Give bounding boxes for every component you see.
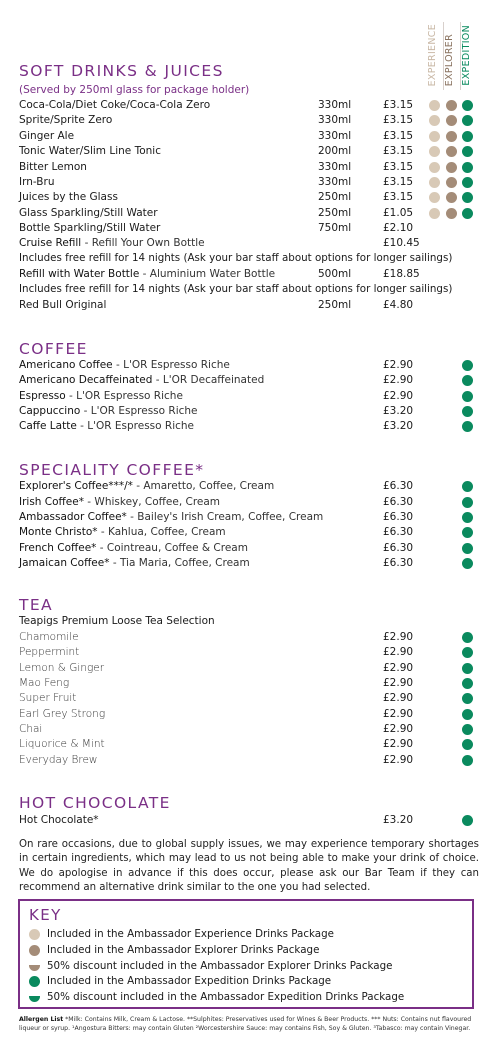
supply-disclaimer: On rare occasions, due to global supply issues, we may experience temporary shortages in certain ingredients, which may lead to us not being able to make your drink of choice. We do apologise in advance if this does occur, please ask our Bar Team if they can recommend an alternative drink similar to the one you had selected.	[19, 839, 479, 894]
item-name: Hot Chocolate*	[19, 814, 99, 826]
expedition-dot-icon	[462, 512, 473, 523]
expedition-dot-icon	[29, 976, 40, 987]
expedition-dot-icon	[462, 724, 473, 735]
item-volume: 750ml	[318, 222, 352, 234]
expedition-dot-icon	[462, 391, 473, 402]
item-volume: 330ml	[318, 176, 352, 188]
menu-item	[19, 630, 484, 645]
experience-dot-icon	[429, 208, 440, 219]
item-price: £3.20	[383, 814, 414, 826]
experience-dot-icon	[429, 131, 440, 142]
item-volume: 330ml	[318, 130, 352, 142]
experience-dot-icon	[429, 146, 440, 157]
expedition-dot-icon	[462, 527, 473, 538]
item-name: Everyday Brew	[19, 754, 98, 766]
item-name: Espresso - L'OR Espresso Riche	[19, 390, 183, 402]
item-price: £2.90	[383, 631, 414, 643]
explorer-dot-icon	[446, 208, 457, 219]
item-price: £3.15	[383, 99, 414, 111]
expedition-dot-icon	[462, 543, 473, 554]
item-volume: 250ml	[318, 299, 352, 311]
item-name: Irish Coffee* - Whiskey, Coffee, Cream	[19, 496, 221, 508]
explorer-dot-icon	[446, 115, 457, 126]
item-price: £3.20	[383, 420, 414, 432]
item-price: £2.90	[383, 374, 414, 386]
hot-chocolate-title: HOT CHOCOLATE	[19, 794, 171, 812]
item-price: £3.15	[383, 130, 414, 142]
item-price: £3.15	[383, 145, 414, 157]
package-column-headers	[426, 22, 486, 86]
item-price: £2.90	[383, 754, 414, 766]
explorer-dot-icon	[446, 162, 457, 173]
menu-item	[19, 556, 484, 571]
allergen-text: *Milk: Contains Milk, Cream & Lactose. **Sulphites: Preservatives used for Wines & Beer Products. *** Nuts: Contains nut flavoured liqueur or syrup. ¹Angostura Bitters: may contain Gluten ²Worcestershire Sauce: may contains Fish, Soy & Gluten. ³Tabasco: may contain Vinegar.	[19, 1016, 472, 1032]
explorer-dot-icon	[446, 100, 457, 111]
item-price: £2.90	[383, 646, 414, 658]
menu-item	[19, 221, 484, 236]
key-label: Included in the Ambassador Expedition Drinks Package	[47, 975, 332, 987]
expedition-dot-icon	[462, 192, 473, 203]
item-price: £6.30	[383, 511, 414, 523]
menu-item	[19, 525, 484, 540]
expedition-dot-icon	[462, 632, 473, 643]
menu-item	[19, 389, 484, 404]
item-name: Refill with Water Bottle - Aluminium Water Bottle	[19, 268, 276, 280]
item-volume: 250ml	[318, 207, 352, 219]
item-volume: 500ml	[318, 268, 352, 280]
experience-dot-icon	[429, 192, 440, 203]
item-price: £2.90	[383, 723, 414, 735]
item-volume: 330ml	[318, 99, 352, 111]
item-price: £2.90	[383, 662, 414, 674]
expedition-dot-icon	[462, 815, 473, 826]
menu-item	[19, 707, 484, 722]
menu-item	[19, 267, 484, 282]
menu-item	[19, 510, 484, 525]
item-name: Cappuccino - L'OR Espresso Riche	[19, 405, 198, 417]
header-expedition: EXPEDITION	[461, 25, 472, 86]
expedition-dot-icon	[462, 131, 473, 142]
tea-selection-heading	[19, 614, 484, 629]
allergen-label: Allergen List	[19, 1016, 64, 1023]
menu-item	[19, 206, 484, 221]
item-volume: 200ml	[318, 145, 352, 157]
item-name: Ginger Ale	[19, 130, 75, 142]
item-price: £6.30	[383, 542, 414, 554]
item-price: £3.15	[383, 176, 414, 188]
expedition-dot-icon	[462, 739, 473, 750]
coffee-title: COFFEE	[19, 340, 88, 358]
menu-item	[19, 175, 484, 190]
expedition-dot-icon	[462, 693, 473, 704]
refill-note: Includes free refill for 14 nights (Ask your bar staff about options for longer sailings)	[19, 252, 453, 264]
experience-dot-icon	[429, 162, 440, 173]
expedition-dot-icon	[462, 558, 473, 569]
item-price: £3.15	[383, 114, 414, 126]
item-name: Americano Decaffeinated - L'OR Decaffeinated	[19, 374, 265, 386]
item-price: £6.30	[383, 496, 414, 508]
item-price: £3.15	[383, 161, 414, 173]
key-label: 50% discount included in the Ambassador Expedition Drinks Package	[47, 991, 405, 1003]
speciality-coffee-title: SPECIALITY COFFEE*	[19, 461, 205, 479]
item-name: Chai	[19, 723, 43, 735]
item-volume: 330ml	[318, 161, 352, 173]
expedition-dot-icon	[462, 177, 473, 188]
item-price: £2.90	[383, 677, 414, 689]
item-name: Glass Sparkling/Still Water	[19, 207, 158, 219]
item-price: £2.10	[383, 222, 414, 234]
menu-note	[19, 251, 484, 266]
menu-item	[19, 813, 484, 828]
item-name: Super Fruit	[19, 692, 77, 704]
item-name: Lemon & Ginger	[19, 662, 105, 674]
item-price: £6.30	[383, 557, 414, 569]
menu-item	[19, 358, 484, 373]
item-name: Bitter Lemon	[19, 161, 87, 173]
item-name: Liquorice & Mint	[19, 738, 105, 750]
experience-dot-icon	[429, 177, 440, 188]
experience-dot-icon	[29, 929, 40, 940]
menu-item	[19, 98, 484, 113]
expedition-dot-icon	[462, 421, 473, 432]
menu-item	[19, 737, 484, 752]
item-price: £3.20	[383, 405, 414, 417]
menu-item	[19, 113, 484, 128]
item-price: £18.85	[383, 268, 420, 280]
menu-item	[19, 661, 484, 676]
explorer-dot-icon	[446, 131, 457, 142]
soft-drinks-title: SOFT DRINKS & JUICES	[19, 62, 224, 80]
expedition-half-dot-icon	[29, 996, 40, 1002]
explorer-half-dot-icon	[29, 965, 40, 971]
menu-item	[19, 419, 484, 434]
refill-note: Includes free refill for 14 nights (Ask your bar staff about options for longer sailings)	[19, 283, 453, 295]
menu-item	[19, 236, 484, 251]
key-label: Included in the Ambassador Explorer Drinks Package	[47, 944, 320, 956]
tea-title: TEA	[19, 596, 54, 614]
key-label: Included in the Ambassador Experience Drinks Package	[47, 928, 334, 940]
item-price: £6.30	[383, 526, 414, 538]
item-price: £2.90	[383, 692, 414, 704]
item-name: Chamomile	[19, 631, 79, 643]
allergen-list	[19, 1016, 484, 1033]
header-experience: EXPERIENCE	[427, 23, 438, 86]
item-name: Earl Grey Strong	[19, 708, 106, 720]
item-name: Monte Christo* - Kahlua, Coffee, Cream	[19, 526, 226, 538]
item-name: Americano Coffee - L'OR Espresso Riche	[19, 359, 230, 371]
item-name: Juices by the Glass	[19, 191, 118, 203]
explorer-dot-icon	[446, 192, 457, 203]
item-volume: 250ml	[318, 191, 352, 203]
expedition-dot-icon	[462, 647, 473, 658]
menu-note	[19, 282, 484, 297]
explorer-dot-icon	[446, 177, 457, 188]
menu-item	[19, 129, 484, 144]
item-name: Caffe Latte - L'OR Espresso Riche	[19, 420, 194, 432]
item-price: £6.30	[383, 480, 414, 492]
expedition-dot-icon	[462, 115, 473, 126]
expedition-dot-icon	[462, 360, 473, 371]
item-name: French Coffee* - Cointreau, Coffee & Cream	[19, 542, 248, 554]
item-name: Sprite/Sprite Zero	[19, 114, 113, 126]
item-name: Jamaican Coffee* - Tia Maria, Coffee, Cream	[19, 557, 250, 569]
expedition-dot-icon	[462, 146, 473, 157]
item-name: Irn-Bru	[19, 176, 55, 188]
expedition-dot-icon	[462, 481, 473, 492]
menu-item	[19, 190, 484, 205]
expedition-dot-icon	[462, 162, 473, 173]
expedition-dot-icon	[462, 208, 473, 219]
menu-item	[19, 722, 484, 737]
menu-item	[19, 373, 484, 388]
item-price: £2.90	[383, 738, 414, 750]
key-title: KEY	[29, 906, 62, 924]
menu-item	[19, 144, 484, 159]
item-name: Explorer's Coffee***/* - Amaretto, Coffee, Cream	[19, 480, 275, 492]
expedition-dot-icon	[462, 678, 473, 689]
item-price: £3.15	[383, 191, 414, 203]
item-price: £2.90	[383, 359, 414, 371]
tea-heading: Teapigs Premium Loose Tea Selection	[19, 615, 215, 627]
menu-item	[19, 645, 484, 660]
expedition-dot-icon	[462, 497, 473, 508]
menu-item	[19, 753, 484, 768]
expedition-dot-icon	[462, 100, 473, 111]
expedition-dot-icon	[462, 709, 473, 720]
menu-item	[19, 298, 484, 313]
item-name: Ambassador Coffee* - Bailey's Irish Cream, Coffee, Cream	[19, 511, 324, 523]
key-legend	[18, 899, 474, 1009]
experience-dot-icon	[429, 115, 440, 126]
item-price: £2.90	[383, 390, 414, 402]
menu-item	[19, 676, 484, 691]
header-explorer: EXPLORER	[444, 33, 455, 86]
item-price: £1.05	[383, 207, 414, 219]
item-name: Peppermint	[19, 646, 80, 658]
explorer-dot-icon	[29, 945, 40, 956]
expedition-dot-icon	[462, 663, 473, 674]
soft-drinks-subtitle: (Served by 250ml glass for package holder)	[19, 84, 250, 96]
explorer-dot-icon	[446, 146, 457, 157]
item-name: Tonic Water/Slim Line Tonic	[19, 145, 161, 157]
expedition-dot-icon	[462, 755, 473, 766]
experience-dot-icon	[429, 100, 440, 111]
menu-item	[19, 691, 484, 706]
item-price: £10.45	[383, 237, 420, 249]
menu-item	[19, 160, 484, 175]
item-name: Coca-Cola/Diet Coke/Coca-Cola Zero	[19, 99, 211, 111]
key-label: 50% discount included in the Ambassador Explorer Drinks Package	[47, 960, 393, 972]
menu-item	[19, 541, 484, 556]
item-price: £4.80	[383, 299, 414, 311]
item-name: Cruise Refill - Refill Your Own Bottle	[19, 237, 205, 249]
item-price: £2.90	[383, 708, 414, 720]
menu-item	[19, 479, 484, 494]
expedition-dot-icon	[462, 375, 473, 386]
item-name: Red Bull Original	[19, 299, 107, 311]
item-volume: 330ml	[318, 114, 352, 126]
expedition-dot-icon	[462, 406, 473, 417]
item-name: Bottle Sparkling/Still Water	[19, 222, 161, 234]
item-name: Mao Feng	[19, 677, 70, 689]
menu-item	[19, 495, 484, 510]
menu-item	[19, 404, 484, 419]
